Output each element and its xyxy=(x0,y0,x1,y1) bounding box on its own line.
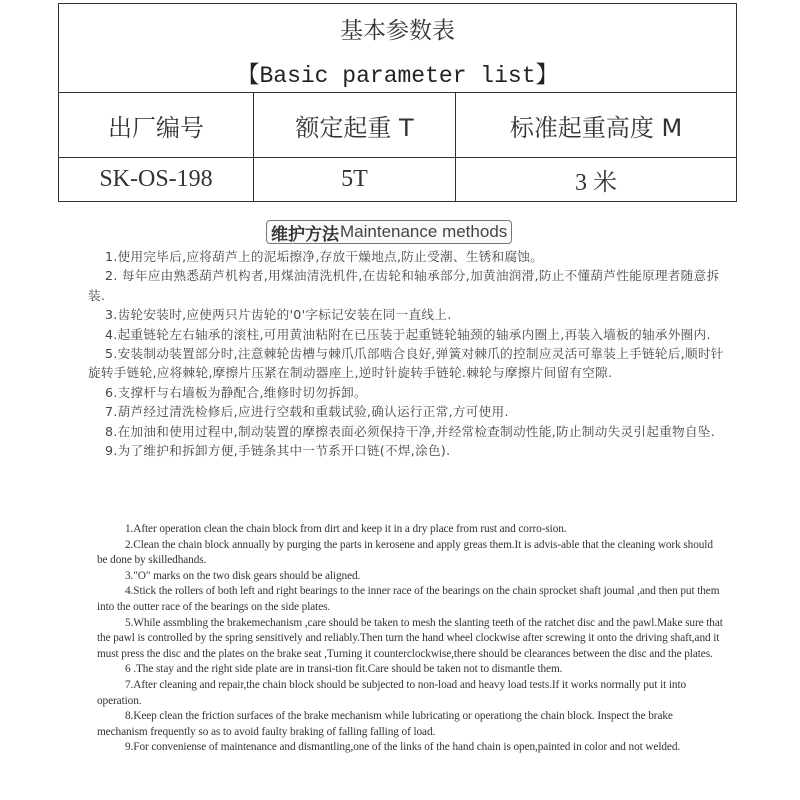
list-item: 3."O" marks on the two disk gears should be aligned. xyxy=(125,569,361,582)
list-item: 4.Stick the rollers of both left and right bearings to the inner race of the bearings on the chain sprocket shaft joumal ,and then put them into the outter race of the bearings on the side plates. xyxy=(97,585,720,613)
value-factory-number: SK-OS-198 xyxy=(59,158,254,201)
value-rated-load: 5T xyxy=(254,158,456,201)
table-title-cn: 基本参数表 xyxy=(340,18,455,44)
table-title-en: 【Basic parameter list】 xyxy=(236,63,559,89)
maintenance-list-cn xyxy=(88,247,728,460)
list-item: 4.起重链轮左右轴承的滚柱,可用黄油粘附在已压装于起重链轮轴颈的轴承内圈上,再装入墙板的轴承外圈内. xyxy=(105,326,711,342)
maintenance-methods-heading xyxy=(266,220,512,244)
header-factory-number: 出厂编号 xyxy=(59,93,254,157)
list-item: 3.齿轮安装时,应使两只片齿轮的'0'字标记安装在同一直线上. xyxy=(105,307,452,323)
list-item: 5.While assmbling the brakemechanism ,care should be taken to mesh the slanting teeth of the ratchet disc and the pawl.Make sure that the pawl is controlled by the spring sensitively and reliably.Then turn the hand wheel clockwise after screwing it onto the driving shaft,and it must press the disc and the plates on the brake seat ,Turning it counterclockwise,there should be clearances between the disc and the plates. xyxy=(97,616,723,660)
table-header-row xyxy=(59,93,736,158)
list-item: 7.葫芦经过清洗检修后,应进行空载和重载试验,确认运行正常,方可使用. xyxy=(105,404,509,420)
maintenance-list-en xyxy=(97,522,725,756)
maintenance-title-cn: 维护方法 xyxy=(271,224,339,245)
basic-parameter-table xyxy=(58,3,737,202)
list-item: 1.After operation clean the chain block from dirt and keep it in a dry place from rust and corro-sion. xyxy=(125,523,567,535)
list-item: 6.支撑杆与右墙板为静配合,维修时切勿拆卸。 xyxy=(105,384,367,400)
list-item: 9.For conveniense of maintenance and dismantling,one of the links of the hand chain is open,painted in color and not welded. xyxy=(125,741,681,754)
list-item: 2. 每年应由熟悉葫芦机构者,用煤油清洗机件,在齿轮和轴承部分,加黄油润滑,防止不懂葫芦性能原理者随意拆装. xyxy=(88,268,720,303)
list-item: 7.After cleaning and repair,the chain block should be subjected to non-load and heavy load tests.If it works normally put it into operation. xyxy=(97,678,687,707)
list-item: 8.在加油和使用过程中,制动装置的摩擦表面必须保持干净,并经常检查制动性能,防止制动失灵引起重物自坠. xyxy=(105,423,716,439)
header-lifting-height: 标准起重高度 M xyxy=(509,113,683,142)
list-item: 6 .The stay and the right side plate are in transi-tion fit.Care should be taken not to dismantle them. xyxy=(125,663,563,676)
table-title-block xyxy=(59,4,736,93)
list-item: 5.安装制动装置部分时,注意棘轮齿槽与棘爪爪部啮合良好,弹簧对棘爪的控制应灵活可靠装上手链轮后,顺时针旋转手链轮,应将棘轮,摩擦片压紧在制动器座上,逆时针旋转手链轮.棘轮与摩擦片间留有空隙. xyxy=(88,346,724,381)
list-item: 1.使用完毕后,应将葫芦上的泥垢擦净,存放干燥地点,防止受潮、生锈和腐蚀。 xyxy=(105,249,544,264)
table-row xyxy=(59,158,736,201)
value-lifting-height: 3 米 xyxy=(575,170,617,196)
header-rated-load: 额定起重 T xyxy=(254,93,456,157)
list-item: 9.为了维护和拆卸方便,手链条其中一节系开口链(不焊,涂色). xyxy=(105,443,451,459)
list-item: 2.Clean the chain block annually by purging the parts in kerosene and apply greas them.It is advis-able that the cleaning work should be done by skilledhands. xyxy=(97,538,713,567)
list-item: 8.Keep clean the friction surfaces of the brake mechanism while lubricating or operationg the chain block. Inspect the brake mechanism frequently so as to avoid faulty braking of falling falling of load. xyxy=(97,710,673,738)
maintenance-title-en: Maintenance methods xyxy=(340,222,508,241)
